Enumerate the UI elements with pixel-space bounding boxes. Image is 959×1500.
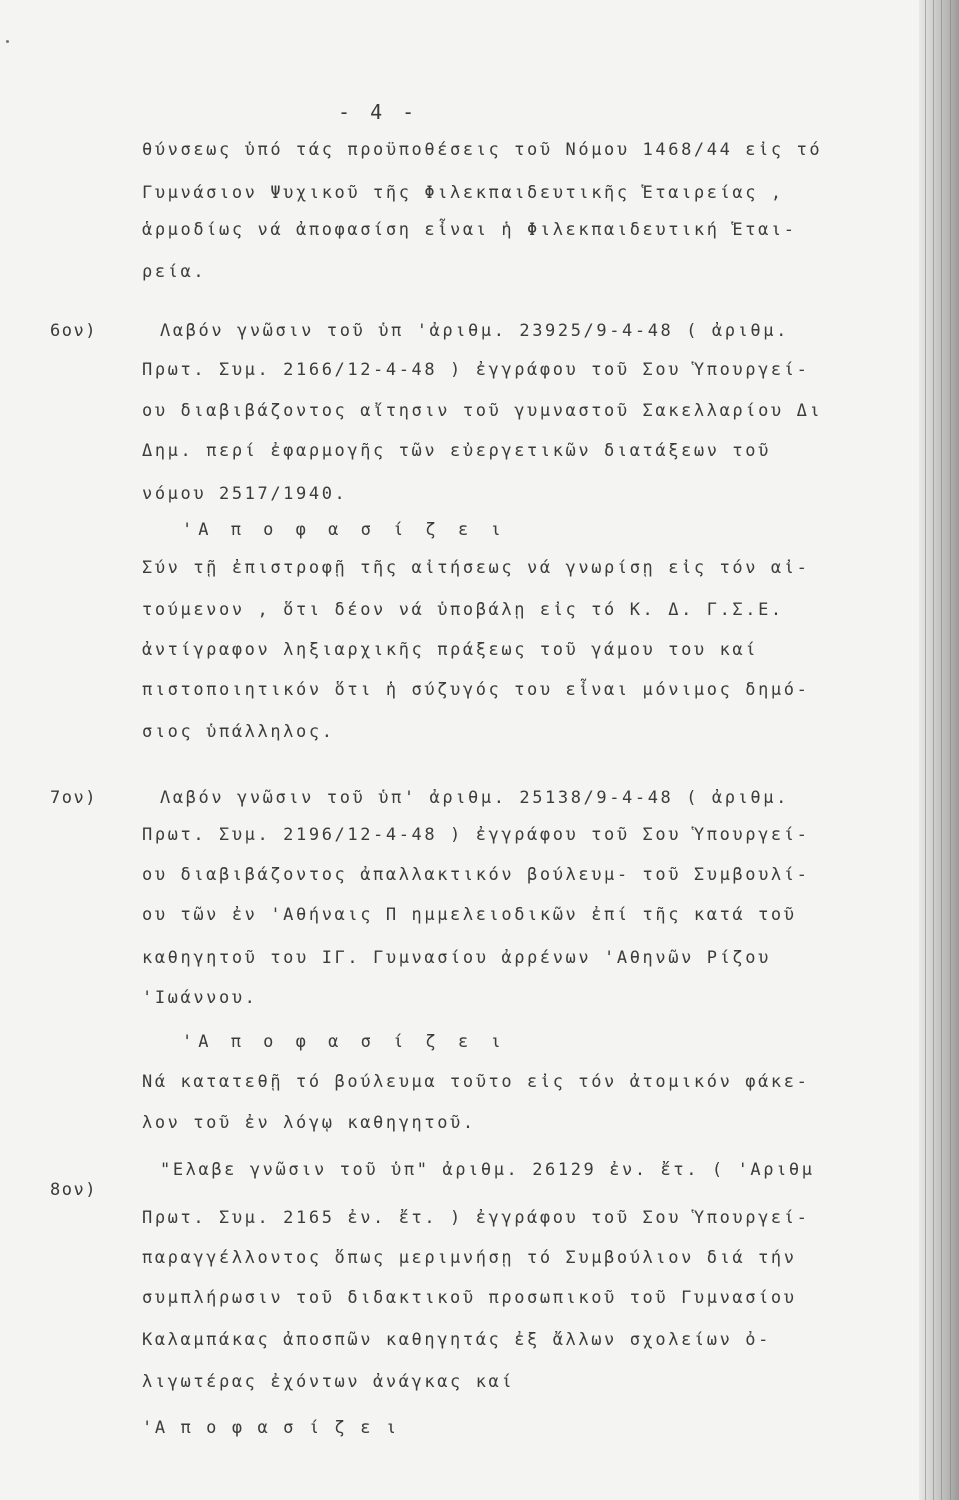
text-line: ρεία. [142,262,207,282]
text-line: Πρωτ. Συμ. 2196/12-4-48 ) ἐγγράφου τοῦ Σου Ὑπουργεί- [142,825,810,845]
text-line: νόμου 2517/1940. [142,484,348,504]
text-line: θύνσεως ὑπό τάς προϋποθέσεις τοῦ Νόμου 1468/44 εἰς τό [142,140,823,160]
text-line: Νά κατατεθῇ τό βούλευμα τοῦτο εἰς τόν ἀτομικόν φάκε- [142,1072,810,1092]
text-line: λιγωτέρας ἐχόντων ἀνάγκας καί [142,1372,515,1392]
text-line: πιστοποιητικόν ὅτι ἡ σύζυγός του εἶναι μόνιμος δημό- [142,680,810,700]
text-line: Καλαμπάκας ἀποσπῶν καθηγητάς ἐξ ἄλλων σχολείων ὀ- [142,1330,771,1350]
text-line: Πρωτ. Συμ. 2165 ἐν. ἔτ. ) ἐγγράφου τοῦ Σου Ὑπουργεί- [142,1208,810,1228]
text-line: Λαβόν γνῶσιν τοῦ ὑπ' ἀριθμ. 25138/9-4-48 ( ἀριθμ. [160,788,789,808]
text-line: ου διαβιβάζοντος αἴτησιν τοῦ γυμναστοῦ Σακελλαρίου Δι [142,401,823,421]
text-line: Πρωτ. Συμ. 2166/12-4-48 ) ἐγγράφου τοῦ Σου Ὑπουργεί- [142,360,810,380]
page-edge-shadow [919,0,959,1500]
decision-heading: 'Α π ο φ α σ ί ζ ε ι [182,1032,507,1052]
text-line: 'Ιωάννου. [142,988,258,1008]
text-line: Δημ. περί ἐφαρμογῆς τῶν εὐεργετικῶν διατάξεων τοῦ [142,441,771,461]
page-number: - 4 - [338,100,419,124]
text-line: σιος ὑπάλληλος. [142,722,335,742]
text-line: ἀντίγραφον ληξιαρχικῆς πράξεως τοῦ γάμου του καί [142,640,759,660]
text-line: Λαβόν γνῶσιν τοῦ ὑπ 'ἀριθμ. 23925/9-4-48 ( ἀριθμ. [160,321,789,341]
text-line: ἁρμοδίως νά ἀποφασίση εἶναι ἡ Φιλεκπαιδευτική Ἑται- [142,220,797,240]
text-line: παραγγέλλοντος ὅπως μεριμνήσῃ τό Συμβούλιον διά τήν [142,1248,797,1268]
item-label: 8ον) [50,1180,97,1200]
decision-heading: 'Α π ο φ α σ ί ζ ε ι [142,1418,399,1438]
text-line: Γυμνάσιον Ψυχικοῦ τῆς Φιλεκπαιδευτικῆς Ἑταιρείας , [142,183,784,203]
text-line: τούμενον , ὅτι δέον νά ὑποβάλῃ εἰς τό Κ. Δ. Γ.Σ.Ε. [142,600,784,620]
text-line: ου τῶν ἐν 'Αθήναις Π ημμελειοδικῶν ἐπί τῆς κατά τοῦ [142,905,797,925]
text-line: καθηγητοῦ του ΙΓ. Γυμνασίου ἀρρένων 'Αθηνῶν Ρίζου [142,948,771,968]
item-label: 6ον) [50,321,97,341]
text-line: λον τοῦ ἐν λόγῳ καθηγητοῦ. [142,1113,476,1133]
item-label: 7ον) [50,788,97,808]
ink-speck [6,40,9,43]
text-line: ου διαβιβάζοντος ἀπαλλακτικόν βούλευμ- τοῦ Συμβουλί- [142,865,810,885]
text-line: Σύν τῇ ἐπιστροφῇ τῆς αἰτήσεως νά γνωρίσῃ εἰς τόν αἰ- [142,558,810,578]
text-line: "Ελαβε γνῶσιν τοῦ ὑπ" ἀριθμ. 26129 ἐν. ἔτ. ( 'Αριθμ [160,1160,815,1180]
decision-heading: 'Α π ο φ α σ ί ζ ε ι [182,520,507,540]
text-line: συμπλήρωσιν τοῦ διδακτικοῦ προσωπικοῦ τοῦ Γυμνασίου [142,1288,797,1308]
